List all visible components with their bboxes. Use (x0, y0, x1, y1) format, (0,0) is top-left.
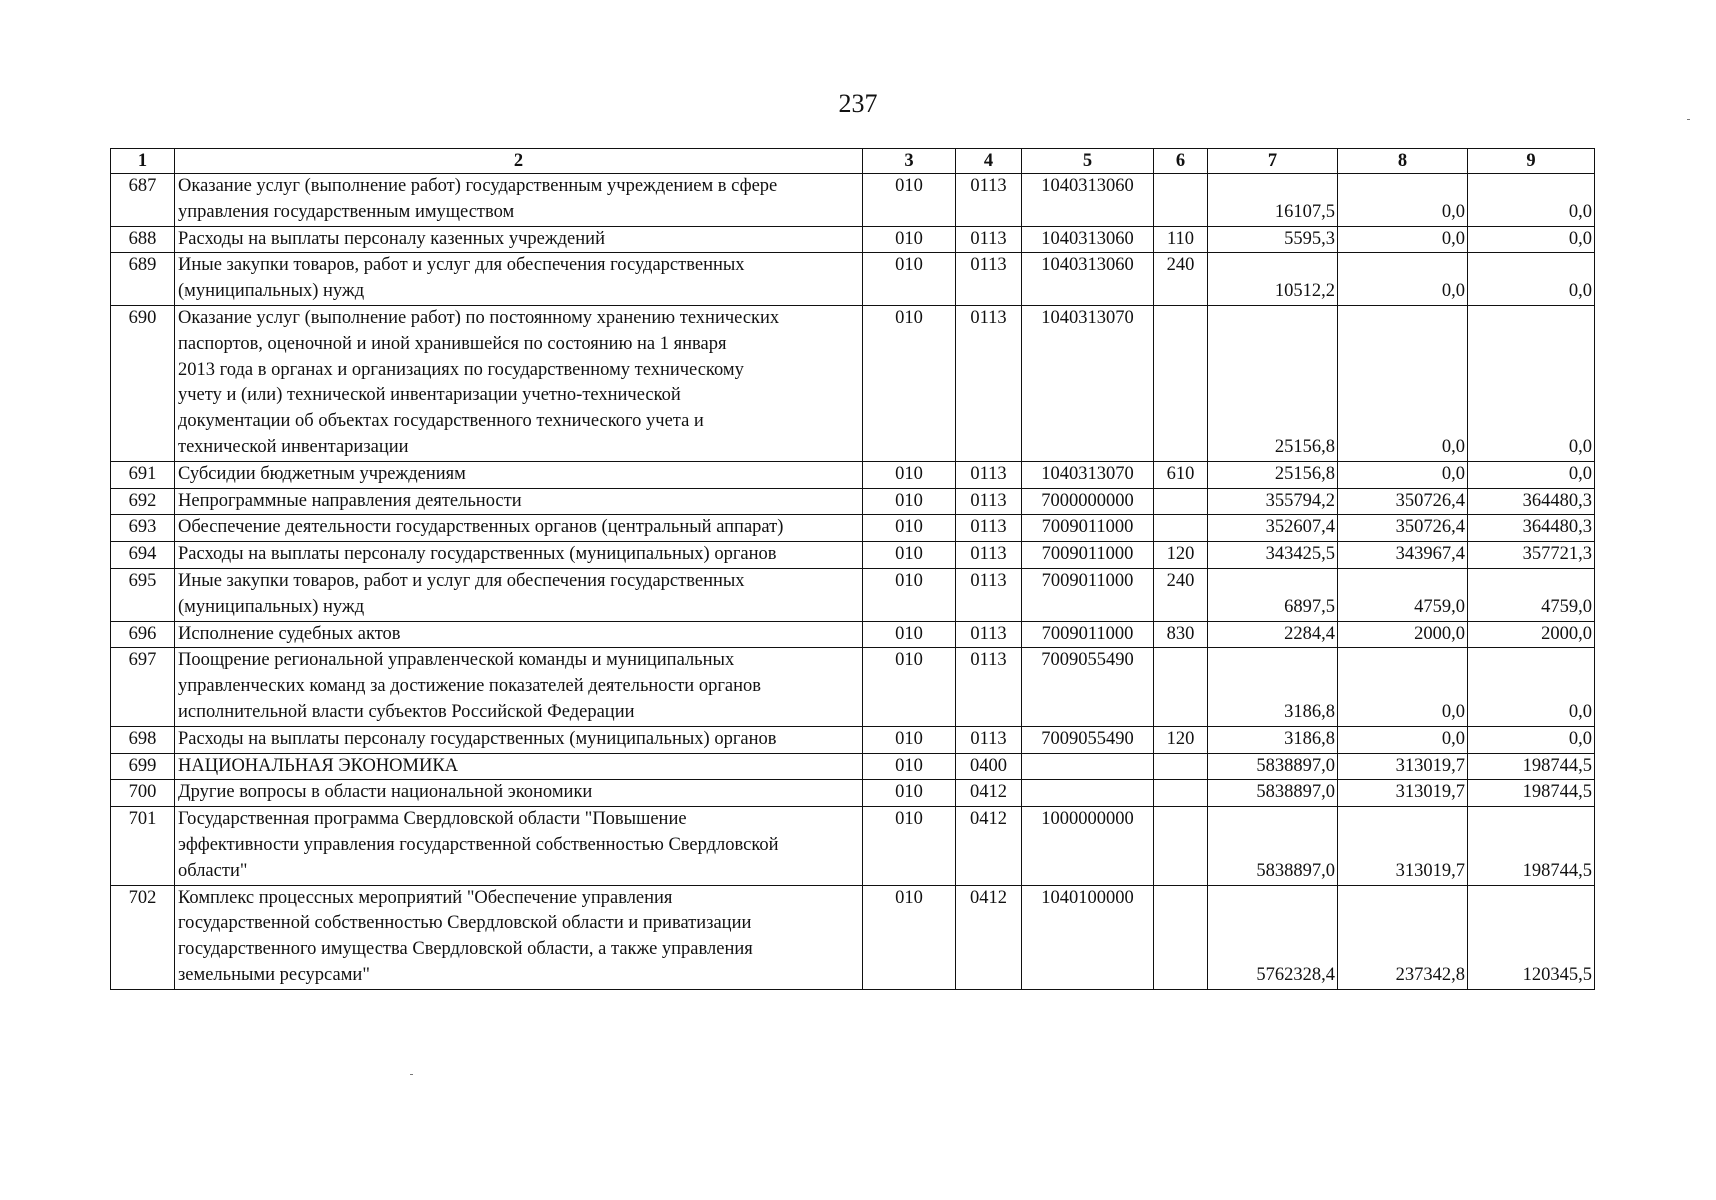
column-7-amount-cell: 25156,8 (1208, 305, 1338, 461)
row-number-cell: 697 (111, 648, 175, 726)
column-4-cell: 0113 (956, 542, 1022, 569)
column-7-amount-cell: 5838897,0 (1208, 807, 1338, 885)
column-header: 6 (1154, 149, 1208, 174)
column-7-amount-cell: 5838897,0 (1208, 753, 1338, 780)
column-7-amount-cell: 5595,3 (1208, 226, 1338, 253)
column-9-amount-cell: 0,0 (1468, 648, 1595, 726)
column-8-amount-cell: 0,0 (1338, 174, 1468, 227)
description-cell: Непрограммные направления деятельности (175, 488, 863, 515)
column-6-cell (1154, 807, 1208, 885)
table-row (111, 726, 1595, 753)
column-5-cell: 7009011000 (1022, 542, 1154, 569)
column-5-cell: 1040313060 (1022, 226, 1154, 253)
page-number: 237 (838, 89, 878, 118)
row-number-cell: 699 (111, 753, 175, 780)
column-3-cell: 010 (863, 305, 956, 461)
column-4-cell: 0113 (956, 226, 1022, 253)
column-3-cell: 010 (863, 621, 956, 648)
column-header: 3 (863, 149, 956, 174)
row-number-cell: 700 (111, 780, 175, 807)
description-cell: Оказание услуг (выполнение работ) государственным учреждением в сфере управления государственным имуществом (175, 174, 863, 227)
column-5-cell: 1040313060 (1022, 253, 1154, 306)
description-cell: Расходы на выплаты персоналу государственных (муниципальных) органов (175, 542, 863, 569)
column-9-amount-cell: 0,0 (1468, 305, 1595, 461)
column-6-cell (1154, 753, 1208, 780)
column-5-cell: 1040313060 (1022, 174, 1154, 227)
column-6-cell (1154, 305, 1208, 461)
table-body (111, 174, 1595, 990)
column-8-amount-cell: 4759,0 (1338, 568, 1468, 621)
row-number-cell: 692 (111, 488, 175, 515)
description-cell: Другие вопросы в области национальной экономики (175, 780, 863, 807)
row-number-cell: 702 (111, 885, 175, 989)
column-9-amount-cell: 4759,0 (1468, 568, 1595, 621)
description-cell: Иные закупки товаров, работ и услуг для обеспечения государственных (муниципальных) нужд (175, 568, 863, 621)
column-5-cell: 1040313070 (1022, 461, 1154, 488)
column-5-cell: 7009055490 (1022, 726, 1154, 753)
column-4-cell: 0113 (956, 621, 1022, 648)
column-9-amount-cell: 357721,3 (1468, 542, 1595, 569)
column-4-cell: 0113 (956, 461, 1022, 488)
column-4-cell: 0113 (956, 253, 1022, 306)
column-8-amount-cell: 0,0 (1338, 305, 1468, 461)
column-4-cell: 0412 (956, 807, 1022, 885)
column-9-amount-cell: 364480,3 (1468, 488, 1595, 515)
column-6-cell (1154, 780, 1208, 807)
row-number-cell: 687 (111, 174, 175, 227)
column-5-cell: 7009011000 (1022, 568, 1154, 621)
column-6-cell: 830 (1154, 621, 1208, 648)
row-number-cell: 701 (111, 807, 175, 885)
column-5-cell (1022, 780, 1154, 807)
table-row (111, 753, 1595, 780)
column-5-cell: 7009011000 (1022, 515, 1154, 542)
column-6-cell: 240 (1154, 253, 1208, 306)
column-7-amount-cell: 352607,4 (1208, 515, 1338, 542)
column-6-cell (1154, 885, 1208, 989)
column-6-cell: 120 (1154, 726, 1208, 753)
column-5-cell: 7009011000 (1022, 621, 1154, 648)
column-6-cell: 240 (1154, 568, 1208, 621)
column-9-amount-cell: 364480,3 (1468, 515, 1595, 542)
column-4-cell: 0400 (956, 753, 1022, 780)
table-row (111, 226, 1595, 253)
description-cell: Оказание услуг (выполнение работ) по постоянному хранению технических паспортов, оценочной и иной хранившейся по состоянию на 1 января 2013 года в органах и организациях по государственному техническому учету и (или) технической инвентаризации учетно-технической документации об объектах государственного технического учета и технической инвентаризации (175, 305, 863, 461)
row-number-cell: 696 (111, 621, 175, 648)
column-9-amount-cell: 198744,5 (1468, 753, 1595, 780)
table-row (111, 648, 1595, 726)
column-8-amount-cell: 350726,4 (1338, 488, 1468, 515)
column-8-amount-cell: 350726,4 (1338, 515, 1468, 542)
column-9-amount-cell: 2000,0 (1468, 621, 1595, 648)
table-row (111, 568, 1595, 621)
column-4-cell: 0113 (956, 568, 1022, 621)
column-header: 7 (1208, 149, 1338, 174)
column-7-amount-cell: 5838897,0 (1208, 780, 1338, 807)
column-3-cell: 010 (863, 807, 956, 885)
column-header: 8 (1338, 149, 1468, 174)
column-9-amount-cell: 0,0 (1468, 226, 1595, 253)
budget-table (110, 148, 1595, 990)
column-7-amount-cell: 3186,8 (1208, 648, 1338, 726)
column-9-amount-cell: 0,0 (1468, 253, 1595, 306)
column-7-amount-cell: 343425,5 (1208, 542, 1338, 569)
column-5-cell (1022, 753, 1154, 780)
column-6-cell (1154, 174, 1208, 227)
column-header: 1 (111, 149, 175, 174)
description-cell: Обеспечение деятельности государственных органов (центральный аппарат) (175, 515, 863, 542)
column-4-cell: 0412 (956, 885, 1022, 989)
row-number-cell: 690 (111, 305, 175, 461)
description-cell: Расходы на выплаты персоналу государственных (муниципальных) органов (175, 726, 863, 753)
column-8-amount-cell: 237342,8 (1338, 885, 1468, 989)
row-number-cell: 693 (111, 515, 175, 542)
column-3-cell: 010 (863, 648, 956, 726)
column-4-cell: 0113 (956, 488, 1022, 515)
column-6-cell (1154, 488, 1208, 515)
column-5-cell: 1000000000 (1022, 807, 1154, 885)
table-row (111, 174, 1595, 227)
row-number-cell: 691 (111, 461, 175, 488)
column-4-cell: 0113 (956, 515, 1022, 542)
column-5-cell: 1040313070 (1022, 305, 1154, 461)
row-number-cell: 694 (111, 542, 175, 569)
column-4-cell: 0113 (956, 174, 1022, 227)
description-cell: Поощрение региональной управленческой команды и муниципальных управленческих команд за достижение показателей деятельности органов исполнительной власти субъектов Российской Федерации (175, 648, 863, 726)
column-8-amount-cell: 313019,7 (1338, 753, 1468, 780)
column-3-cell: 010 (863, 780, 956, 807)
column-3-cell: 010 (863, 885, 956, 989)
column-8-amount-cell: 343967,4 (1338, 542, 1468, 569)
column-7-amount-cell: 16107,5 (1208, 174, 1338, 227)
table-row (111, 305, 1595, 461)
column-3-cell: 010 (863, 726, 956, 753)
scan-speck (1687, 119, 1690, 120)
row-number-cell: 698 (111, 726, 175, 753)
column-9-amount-cell: 0,0 (1468, 174, 1595, 227)
table-row (111, 621, 1595, 648)
description-cell: Комплекс процессных мероприятий "Обеспечение управления государственной собственностью Свердловской области и приватизации государственного имущества Свердловской области, а также управления земельными ресурсами" (175, 885, 863, 989)
column-7-amount-cell: 6897,5 (1208, 568, 1338, 621)
column-9-amount-cell: 198744,5 (1468, 807, 1595, 885)
column-5-cell: 1040100000 (1022, 885, 1154, 989)
column-header: 5 (1022, 149, 1154, 174)
column-3-cell: 010 (863, 515, 956, 542)
table-header-row (111, 149, 1595, 174)
column-3-cell: 010 (863, 253, 956, 306)
column-6-cell (1154, 648, 1208, 726)
column-3-cell: 010 (863, 226, 956, 253)
table-row (111, 542, 1595, 569)
column-3-cell: 010 (863, 461, 956, 488)
column-7-amount-cell: 25156,8 (1208, 461, 1338, 488)
column-9-amount-cell: 0,0 (1468, 461, 1595, 488)
column-6-cell: 120 (1154, 542, 1208, 569)
column-3-cell: 010 (863, 174, 956, 227)
column-3-cell: 010 (863, 568, 956, 621)
column-9-amount-cell: 198744,5 (1468, 780, 1595, 807)
column-3-cell: 010 (863, 753, 956, 780)
column-4-cell: 0113 (956, 305, 1022, 461)
scan-speck (410, 1074, 413, 1075)
column-8-amount-cell: 0,0 (1338, 726, 1468, 753)
column-7-amount-cell: 355794,2 (1208, 488, 1338, 515)
table-row (111, 807, 1595, 885)
column-4-cell: 0113 (956, 648, 1022, 726)
column-3-cell: 010 (863, 542, 956, 569)
column-8-amount-cell: 0,0 (1338, 253, 1468, 306)
column-8-amount-cell: 2000,0 (1338, 621, 1468, 648)
table-row (111, 780, 1595, 807)
table-row (111, 461, 1595, 488)
column-8-amount-cell: 0,0 (1338, 226, 1468, 253)
column-9-amount-cell: 120345,5 (1468, 885, 1595, 989)
column-6-cell: 610 (1154, 461, 1208, 488)
table-row (111, 515, 1595, 542)
column-8-amount-cell: 313019,7 (1338, 807, 1468, 885)
column-7-amount-cell: 2284,4 (1208, 621, 1338, 648)
column-5-cell: 7000000000 (1022, 488, 1154, 515)
description-cell: Исполнение судебных актов (175, 621, 863, 648)
description-cell: Субсидии бюджетным учреждениям (175, 461, 863, 488)
row-number-cell: 689 (111, 253, 175, 306)
column-6-cell (1154, 515, 1208, 542)
column-9-amount-cell: 0,0 (1468, 726, 1595, 753)
column-header: 2 (175, 149, 863, 174)
column-7-amount-cell: 10512,2 (1208, 253, 1338, 306)
row-number-cell: 695 (111, 568, 175, 621)
column-5-cell: 7009055490 (1022, 648, 1154, 726)
column-header: 4 (956, 149, 1022, 174)
row-number-cell: 688 (111, 226, 175, 253)
description-cell: Иные закупки товаров, работ и услуг для обеспечения государственных (муниципальных) нужд (175, 253, 863, 306)
column-7-amount-cell: 3186,8 (1208, 726, 1338, 753)
column-3-cell: 010 (863, 488, 956, 515)
column-8-amount-cell: 313019,7 (1338, 780, 1468, 807)
column-8-amount-cell: 0,0 (1338, 461, 1468, 488)
table-row (111, 253, 1595, 306)
column-header: 9 (1468, 149, 1595, 174)
table-row (111, 488, 1595, 515)
column-4-cell: 0412 (956, 780, 1022, 807)
table-row (111, 885, 1595, 989)
description-cell: НАЦИОНАЛЬНАЯ ЭКОНОМИКА (175, 753, 863, 780)
column-8-amount-cell: 0,0 (1338, 648, 1468, 726)
description-cell: Государственная программа Свердловской области "Повышение эффективности управления государственной собственностью Свердловской области" (175, 807, 863, 885)
description-cell: Расходы на выплаты персоналу казенных учреждений (175, 226, 863, 253)
column-7-amount-cell: 5762328,4 (1208, 885, 1338, 989)
column-4-cell: 0113 (956, 726, 1022, 753)
column-6-cell: 110 (1154, 226, 1208, 253)
